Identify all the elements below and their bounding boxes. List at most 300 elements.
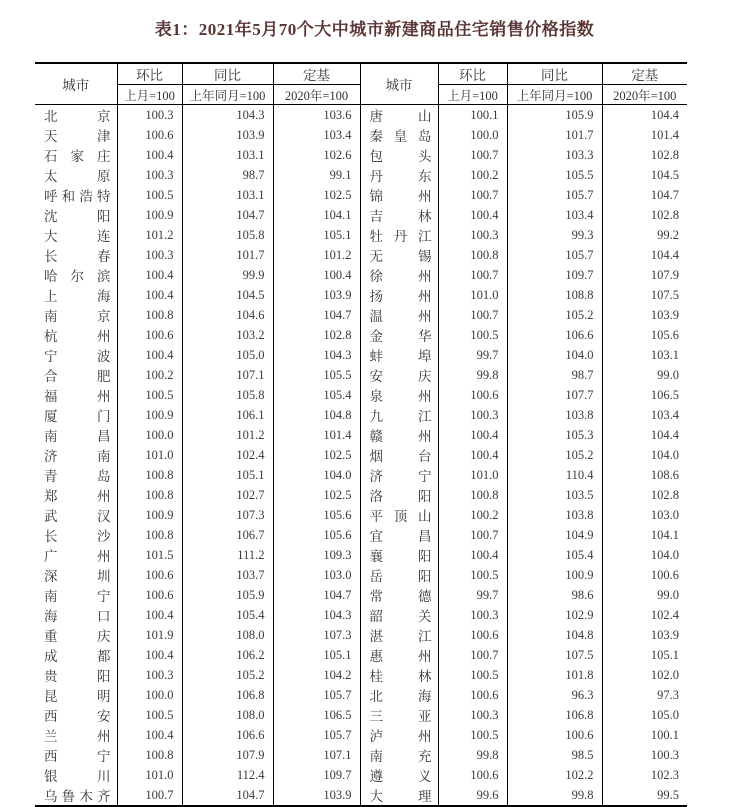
mom-value-cell: 100.4 — [117, 265, 182, 285]
table-row — [35, 605, 687, 625]
mom-value-cell: 100.5 — [438, 665, 507, 685]
base-value-cell: 104.0 — [602, 445, 687, 465]
city-name: 贵阳 — [44, 669, 111, 684]
header-base-left: 定基 — [273, 63, 360, 85]
mom-value-cell: 100.4 — [438, 545, 507, 565]
city-name: 南昌 — [44, 429, 111, 444]
city-name: 桂林 — [369, 669, 432, 684]
mom-value-cell: 101.2 — [117, 225, 182, 245]
city-name-cell — [360, 745, 438, 765]
table-row — [35, 305, 687, 325]
mom-value-cell: 100.3 — [438, 225, 507, 245]
yoy-value-cell: 102.2 — [507, 765, 602, 785]
city-name: 西安 — [44, 709, 111, 724]
base-value-cell: 107.3 — [273, 625, 360, 645]
base-value-cell: 99.2 — [602, 225, 687, 245]
base-value-cell: 105.0 — [602, 705, 687, 725]
base-value-cell: 103.6 — [273, 105, 360, 126]
table-row — [35, 325, 687, 345]
header-yoy-sub-left: 上年同月=100 — [182, 85, 273, 105]
city-name-cell — [360, 525, 438, 545]
base-value-cell: 104.7 — [273, 585, 360, 605]
city-name-cell — [35, 165, 117, 185]
mom-value-cell: 100.5 — [438, 565, 507, 585]
city-name: 石家庄 — [44, 149, 111, 164]
table-row — [35, 705, 687, 725]
mom-value-cell: 100.6 — [438, 685, 507, 705]
mom-value-cell: 99.8 — [438, 745, 507, 765]
mom-value-cell: 100.1 — [438, 105, 507, 126]
yoy-value-cell: 106.8 — [182, 685, 273, 705]
yoy-value-cell: 105.7 — [507, 245, 602, 265]
header-yoy-sub-right: 上年同月=100 — [507, 85, 602, 105]
base-value-cell: 108.6 — [602, 465, 687, 485]
yoy-value-cell: 105.2 — [182, 665, 273, 685]
table-row — [35, 105, 687, 126]
yoy-value-cell: 108.8 — [507, 285, 602, 305]
table-row — [35, 445, 687, 465]
yoy-value-cell: 102.9 — [507, 605, 602, 625]
base-value-cell: 100.1 — [602, 725, 687, 745]
table-row — [35, 745, 687, 765]
yoy-value-cell: 100.9 — [507, 565, 602, 585]
yoy-value-cell: 105.8 — [182, 385, 273, 405]
yoy-value-cell: 102.7 — [182, 485, 273, 505]
base-value-cell: 105.1 — [273, 225, 360, 245]
city-name-cell — [360, 665, 438, 685]
mom-value-cell: 100.0 — [117, 425, 182, 445]
mom-value-cell: 99.8 — [438, 365, 507, 385]
city-name-cell — [360, 605, 438, 625]
yoy-value-cell: 105.7 — [507, 185, 602, 205]
mom-value-cell: 100.5 — [117, 705, 182, 725]
city-name: 徐州 — [369, 269, 432, 284]
city-name: 厦门 — [44, 409, 111, 424]
city-name: 包头 — [369, 149, 432, 164]
table-row — [35, 405, 687, 425]
city-name-cell — [35, 145, 117, 165]
table-row — [35, 465, 687, 485]
base-value-cell: 99.0 — [602, 585, 687, 605]
mom-value-cell: 100.3 — [438, 605, 507, 625]
mom-value-cell: 100.2 — [438, 505, 507, 525]
city-name: 武汉 — [44, 509, 111, 524]
table-row — [35, 625, 687, 645]
base-value-cell: 109.3 — [273, 545, 360, 565]
header-row-1 — [35, 63, 687, 85]
header-city-left: 城市 — [35, 63, 117, 105]
header-base-sub-right: 2020年=100 — [602, 85, 687, 105]
table-row — [35, 645, 687, 665]
price-index-table — [35, 62, 687, 807]
mom-value-cell: 100.4 — [438, 425, 507, 445]
base-value-cell: 104.2 — [273, 665, 360, 685]
yoy-value-cell: 106.6 — [182, 725, 273, 745]
mom-value-cell: 100.4 — [117, 725, 182, 745]
table-body — [35, 105, 687, 807]
city-name-cell — [35, 225, 117, 245]
mom-value-cell: 100.6 — [117, 565, 182, 585]
yoy-value-cell: 100.6 — [507, 725, 602, 745]
yoy-value-cell: 109.7 — [507, 265, 602, 285]
city-name-cell — [360, 325, 438, 345]
yoy-value-cell: 112.4 — [182, 765, 273, 785]
city-name-cell — [35, 705, 117, 725]
city-name-cell — [360, 185, 438, 205]
mom-value-cell: 100.4 — [117, 645, 182, 665]
base-value-cell: 104.8 — [273, 405, 360, 425]
base-value-cell: 104.5 — [602, 165, 687, 185]
city-name-cell — [35, 445, 117, 465]
base-value-cell: 106.5 — [273, 705, 360, 725]
mom-value-cell: 100.0 — [117, 685, 182, 705]
city-name-cell — [35, 405, 117, 425]
mom-value-cell: 101.0 — [438, 465, 507, 485]
city-name: 丹东 — [369, 169, 432, 184]
mom-value-cell: 100.4 — [117, 145, 182, 165]
yoy-value-cell: 105.5 — [507, 165, 602, 185]
city-name-cell — [360, 565, 438, 585]
yoy-value-cell: 104.0 — [507, 345, 602, 365]
yoy-value-cell: 105.8 — [182, 225, 273, 245]
mom-value-cell: 100.7 — [117, 785, 182, 806]
mom-value-cell: 100.5 — [117, 185, 182, 205]
yoy-value-cell: 104.3 — [182, 105, 273, 126]
yoy-value-cell: 103.5 — [507, 485, 602, 505]
mom-value-cell: 100.9 — [117, 405, 182, 425]
table-row — [35, 145, 687, 165]
mom-value-cell: 100.4 — [117, 285, 182, 305]
city-name-cell — [360, 645, 438, 665]
mom-value-cell: 100.3 — [117, 665, 182, 685]
mom-value-cell: 100.7 — [438, 645, 507, 665]
yoy-value-cell: 104.6 — [182, 305, 273, 325]
table-row — [35, 345, 687, 365]
city-name-cell — [35, 365, 117, 385]
mom-value-cell: 100.8 — [117, 465, 182, 485]
city-name: 长春 — [44, 249, 111, 264]
base-value-cell: 104.1 — [273, 205, 360, 225]
base-value-cell: 103.4 — [602, 405, 687, 425]
base-value-cell: 103.9 — [273, 285, 360, 305]
city-name-cell — [35, 645, 117, 665]
base-value-cell: 102.3 — [602, 765, 687, 785]
city-name: 秦皇岛 — [369, 129, 432, 144]
table-row — [35, 765, 687, 785]
header-base-sub-left: 2020年=100 — [273, 85, 360, 105]
mom-value-cell: 100.8 — [117, 305, 182, 325]
mom-value-cell: 101.0 — [117, 445, 182, 465]
table-row — [35, 285, 687, 305]
city-name: 北海 — [369, 689, 432, 704]
city-name-cell — [35, 585, 117, 605]
yoy-value-cell: 105.2 — [507, 305, 602, 325]
header-mom-left: 环比 — [117, 63, 182, 85]
base-value-cell: 102.0 — [602, 665, 687, 685]
yoy-value-cell: 103.8 — [507, 505, 602, 525]
city-name: 温州 — [369, 309, 432, 324]
yoy-value-cell: 103.9 — [182, 125, 273, 145]
mom-value-cell: 100.0 — [438, 125, 507, 145]
base-value-cell: 99.1 — [273, 165, 360, 185]
table-row — [35, 165, 687, 185]
city-name: 无锡 — [369, 249, 432, 264]
base-value-cell: 102.6 — [273, 145, 360, 165]
base-value-cell: 104.3 — [273, 345, 360, 365]
base-value-cell: 101.4 — [273, 425, 360, 445]
yoy-value-cell: 106.1 — [182, 405, 273, 425]
city-name: 海口 — [44, 609, 111, 624]
header-mom-right: 环比 — [438, 63, 507, 85]
city-name-cell — [360, 105, 438, 126]
city-name: 哈尔滨 — [44, 269, 111, 284]
base-value-cell: 107.9 — [602, 265, 687, 285]
base-value-cell: 103.0 — [273, 565, 360, 585]
yoy-value-cell: 107.1 — [182, 365, 273, 385]
mom-value-cell: 99.7 — [438, 585, 507, 605]
yoy-value-cell: 105.2 — [507, 445, 602, 465]
city-name: 广州 — [44, 549, 111, 564]
city-name-cell — [360, 345, 438, 365]
city-name: 北京 — [44, 109, 111, 124]
mom-value-cell: 100.4 — [117, 345, 182, 365]
mom-value-cell: 100.2 — [438, 165, 507, 185]
mom-value-cell: 100.9 — [117, 505, 182, 525]
city-name-cell — [35, 205, 117, 225]
base-value-cell: 107.5 — [602, 285, 687, 305]
base-value-cell: 102.8 — [602, 145, 687, 165]
mom-value-cell: 100.3 — [438, 705, 507, 725]
yoy-value-cell: 103.2 — [182, 325, 273, 345]
city-name-cell — [35, 545, 117, 565]
yoy-value-cell: 104.7 — [182, 785, 273, 806]
base-value-cell: 102.8 — [602, 485, 687, 505]
yoy-value-cell: 105.0 — [182, 345, 273, 365]
city-name-cell — [35, 685, 117, 705]
yoy-value-cell: 104.7 — [182, 205, 273, 225]
base-value-cell: 105.7 — [273, 685, 360, 705]
city-name: 惠州 — [369, 649, 432, 664]
base-value-cell: 101.2 — [273, 245, 360, 265]
base-value-cell: 105.6 — [273, 525, 360, 545]
base-value-cell: 107.1 — [273, 745, 360, 765]
city-name: 天津 — [44, 129, 111, 144]
city-name-cell — [360, 425, 438, 445]
city-name: 杭州 — [44, 329, 111, 344]
city-name-cell — [360, 785, 438, 806]
yoy-value-cell: 106.2 — [182, 645, 273, 665]
yoy-value-cell: 101.8 — [507, 665, 602, 685]
yoy-value-cell: 98.7 — [182, 165, 273, 185]
city-name: 大理 — [369, 789, 432, 804]
table-row — [35, 245, 687, 265]
city-name-cell — [35, 105, 117, 126]
mom-value-cell: 99.6 — [438, 785, 507, 806]
city-name-cell — [360, 705, 438, 725]
mom-value-cell: 100.6 — [438, 765, 507, 785]
base-value-cell: 99.5 — [602, 785, 687, 806]
city-name: 牡丹江 — [369, 229, 432, 244]
city-name-cell — [360, 585, 438, 605]
base-value-cell: 100.6 — [602, 565, 687, 585]
city-name: 乌鲁木齐 — [44, 789, 111, 804]
city-name-cell — [360, 285, 438, 305]
city-name-cell — [360, 245, 438, 265]
mom-value-cell: 100.4 — [117, 605, 182, 625]
base-value-cell: 104.0 — [273, 465, 360, 485]
city-name-cell — [35, 785, 117, 806]
mom-value-cell: 100.8 — [117, 485, 182, 505]
city-name-cell — [35, 185, 117, 205]
city-name-cell — [360, 505, 438, 525]
city-name: 南京 — [44, 309, 111, 324]
base-value-cell: 103.0 — [602, 505, 687, 525]
yoy-value-cell: 108.0 — [182, 625, 273, 645]
base-value-cell: 105.6 — [602, 325, 687, 345]
mom-value-cell: 100.4 — [438, 445, 507, 465]
yoy-value-cell: 110.4 — [507, 465, 602, 485]
header-mom-sub-right: 上月=100 — [438, 85, 507, 105]
city-name: 常德 — [369, 589, 432, 604]
base-value-cell: 105.1 — [602, 645, 687, 665]
city-name: 沈阳 — [44, 209, 111, 224]
mom-value-cell: 100.2 — [117, 365, 182, 385]
city-name-cell — [35, 125, 117, 145]
yoy-value-cell: 103.1 — [182, 145, 273, 165]
mom-value-cell: 100.6 — [117, 325, 182, 345]
mom-value-cell: 100.7 — [438, 305, 507, 325]
base-value-cell: 104.4 — [602, 425, 687, 445]
city-name: 三亚 — [369, 709, 432, 724]
city-name: 平顶山 — [369, 509, 432, 524]
base-value-cell: 102.5 — [273, 445, 360, 465]
city-name-cell — [360, 725, 438, 745]
yoy-value-cell: 98.7 — [507, 365, 602, 385]
yoy-value-cell: 105.4 — [507, 545, 602, 565]
mom-value-cell: 100.6 — [117, 125, 182, 145]
city-name-cell — [35, 525, 117, 545]
mom-value-cell: 101.5 — [117, 545, 182, 565]
base-value-cell: 104.1 — [602, 525, 687, 545]
yoy-value-cell: 101.2 — [182, 425, 273, 445]
base-value-cell: 102.8 — [602, 205, 687, 225]
base-value-cell: 109.7 — [273, 765, 360, 785]
city-name-cell — [360, 385, 438, 405]
base-value-cell: 105.7 — [273, 725, 360, 745]
mom-value-cell: 100.7 — [438, 525, 507, 545]
table-row — [35, 365, 687, 385]
city-name: 南宁 — [44, 589, 111, 604]
mom-value-cell: 100.5 — [438, 325, 507, 345]
city-name-cell — [35, 345, 117, 365]
yoy-value-cell: 105.9 — [182, 585, 273, 605]
city-name-cell — [360, 765, 438, 785]
mom-value-cell: 100.8 — [438, 485, 507, 505]
mom-value-cell: 100.8 — [117, 745, 182, 765]
city-name-cell — [360, 465, 438, 485]
city-name-cell — [35, 605, 117, 625]
city-name: 宜昌 — [369, 529, 432, 544]
city-name-cell — [360, 365, 438, 385]
base-value-cell: 104.7 — [602, 185, 687, 205]
yoy-value-cell: 105.9 — [507, 105, 602, 126]
city-name: 九江 — [369, 409, 432, 424]
base-value-cell: 100.3 — [602, 745, 687, 765]
table-row — [35, 565, 687, 585]
city-name: 太原 — [44, 169, 111, 184]
mom-value-cell: 101.0 — [438, 285, 507, 305]
yoy-value-cell: 103.7 — [182, 565, 273, 585]
city-name: 安庆 — [369, 369, 432, 384]
city-name-cell — [360, 165, 438, 185]
city-name-cell — [360, 545, 438, 565]
table-row — [35, 265, 687, 285]
city-name: 吉林 — [369, 209, 432, 224]
mom-value-cell: 100.5 — [438, 725, 507, 745]
city-name-cell — [35, 665, 117, 685]
city-name-cell — [35, 565, 117, 585]
city-name-cell — [360, 145, 438, 165]
yoy-value-cell: 105.4 — [182, 605, 273, 625]
city-name: 长沙 — [44, 529, 111, 544]
city-name: 成都 — [44, 649, 111, 664]
table-header — [35, 63, 687, 105]
yoy-value-cell: 103.4 — [507, 205, 602, 225]
base-value-cell: 104.7 — [273, 305, 360, 325]
yoy-value-cell: 105.3 — [507, 425, 602, 445]
yoy-value-cell: 107.7 — [507, 385, 602, 405]
city-name-cell — [35, 625, 117, 645]
city-name: 襄阳 — [369, 549, 432, 564]
base-value-cell: 103.1 — [602, 345, 687, 365]
city-name: 青岛 — [44, 469, 111, 484]
yoy-value-cell: 104.5 — [182, 285, 273, 305]
table-row — [35, 545, 687, 565]
base-value-cell: 106.5 — [602, 385, 687, 405]
city-name-cell — [35, 725, 117, 745]
header-mom-sub-left: 上月=100 — [117, 85, 182, 105]
city-name-cell — [35, 485, 117, 505]
mom-value-cell: 100.4 — [438, 205, 507, 225]
table-row — [35, 685, 687, 705]
base-value-cell: 104.4 — [602, 245, 687, 265]
yoy-value-cell: 96.3 — [507, 685, 602, 705]
table-row — [35, 425, 687, 445]
mom-value-cell: 100.7 — [438, 265, 507, 285]
table-row — [35, 385, 687, 405]
yoy-value-cell: 99.9 — [182, 265, 273, 285]
base-value-cell: 102.5 — [273, 185, 360, 205]
table-row — [35, 125, 687, 145]
city-name-cell — [35, 285, 117, 305]
city-name-cell — [35, 765, 117, 785]
city-name-cell — [35, 465, 117, 485]
table-row — [35, 725, 687, 745]
mom-value-cell: 100.3 — [438, 405, 507, 425]
city-name: 兰州 — [44, 729, 111, 744]
yoy-value-cell: 103.1 — [182, 185, 273, 205]
city-name: 泉州 — [369, 389, 432, 404]
city-name-cell — [35, 305, 117, 325]
city-name-cell — [35, 425, 117, 445]
city-name: 遵义 — [369, 769, 432, 784]
table-row — [35, 205, 687, 225]
yoy-value-cell: 103.3 — [507, 145, 602, 165]
city-name: 岳阳 — [369, 569, 432, 584]
mom-value-cell: 100.6 — [438, 625, 507, 645]
yoy-value-cell: 104.8 — [507, 625, 602, 645]
yoy-value-cell: 98.5 — [507, 745, 602, 765]
